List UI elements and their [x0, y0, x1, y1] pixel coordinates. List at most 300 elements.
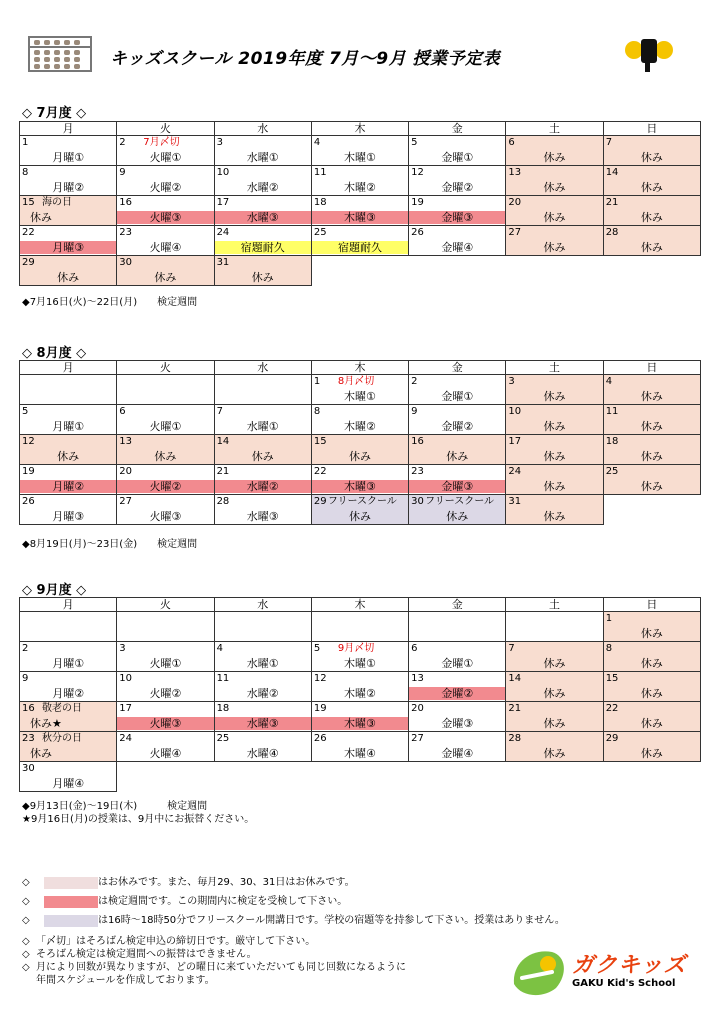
- day-label: 休み: [543, 747, 566, 760]
- day-number: 23: [22, 733, 35, 744]
- weekday-header: 火: [117, 122, 214, 136]
- brand-name: ガクキッズ: [572, 953, 687, 978]
- day-label: 金曜①: [441, 390, 474, 403]
- week-row: [20, 226, 701, 256]
- day-number: 18: [313, 197, 327, 208]
- weekday-header: 水: [214, 361, 311, 375]
- day-cell: [117, 642, 214, 672]
- day-label: 火曜②: [149, 687, 182, 700]
- weekday-header: 水: [214, 122, 311, 136]
- day-cell: [20, 256, 117, 286]
- day-number: 14: [508, 673, 522, 684]
- weekday-header: 月: [20, 361, 117, 375]
- day-number: 20: [411, 703, 424, 714]
- day-cell: [117, 166, 214, 196]
- day-cell: [311, 136, 408, 166]
- day-cell: [506, 672, 603, 702]
- month-calendar-table: [19, 121, 701, 286]
- day-number: 27: [508, 227, 522, 238]
- day-number: 5: [313, 643, 321, 654]
- abacus-icon: [28, 36, 92, 72]
- blank-cell: [409, 256, 506, 286]
- day-label: 休み: [640, 241, 663, 254]
- weekday-header: 金: [409, 361, 506, 375]
- day-number: 25: [313, 227, 327, 238]
- day-number: 15: [22, 197, 35, 208]
- deadline-note: 8月〆切: [337, 376, 375, 387]
- day-cell: [409, 405, 506, 435]
- weekday-header: 金: [409, 598, 506, 612]
- day-number: 12: [22, 436, 35, 447]
- day-label: 休み: [640, 390, 663, 403]
- day-number: 29: [605, 733, 619, 744]
- day-number: 16: [22, 703, 35, 714]
- day-label: 火曜③: [117, 717, 213, 730]
- day-number: 8: [313, 406, 321, 417]
- day-cell: [409, 136, 506, 166]
- day-number: 6: [411, 643, 418, 654]
- day-cell: [311, 196, 408, 226]
- day-cell: [214, 226, 311, 256]
- week-row: [20, 732, 701, 762]
- day-cell: [214, 612, 311, 642]
- week-row: [20, 405, 701, 435]
- day-cell: [214, 732, 311, 762]
- day-number: 12: [313, 673, 327, 684]
- day-number: 2: [22, 643, 29, 654]
- day-cell: [603, 166, 700, 196]
- day-label: 火曜④: [149, 241, 182, 254]
- day-label: 木曜①: [344, 657, 376, 670]
- day-number: 4: [605, 376, 613, 387]
- day-cell: [603, 375, 700, 405]
- day-number: 14: [605, 167, 619, 178]
- day-cell: [603, 612, 700, 642]
- holiday-name: 海の日: [42, 197, 72, 208]
- day-number: 3: [216, 137, 223, 148]
- week-row: [20, 612, 701, 642]
- day-label: 木曜②: [344, 181, 376, 194]
- day-label: 月曜③: [20, 241, 116, 254]
- day-label: 休み: [543, 420, 566, 433]
- week-row: [20, 196, 701, 226]
- day-number: 4: [216, 643, 223, 654]
- day-label: 休み: [348, 510, 371, 523]
- week-row: [20, 136, 701, 166]
- week-row: [20, 256, 701, 286]
- day-cell: [311, 672, 408, 702]
- day-cell: [311, 495, 408, 525]
- day-label: 休み: [640, 657, 663, 670]
- day-label: 水曜③: [215, 717, 311, 730]
- day-cell: [214, 136, 311, 166]
- day-cell: [603, 196, 700, 226]
- day-label: 金曜④: [441, 747, 474, 760]
- day-number: 1: [313, 376, 321, 387]
- day-cell: [409, 672, 506, 702]
- deadline-note: 7月〆切: [143, 137, 180, 148]
- day-cell: [506, 375, 603, 405]
- day-number: 3: [119, 643, 126, 654]
- day-cell: [214, 375, 311, 405]
- day-label: 月曜①: [52, 151, 85, 164]
- day-label: 休み: [640, 211, 663, 224]
- legend-swatch: [44, 896, 98, 908]
- day-cell: [20, 732, 117, 762]
- day-cell: [214, 495, 311, 525]
- day-cell: [117, 136, 214, 166]
- day-label: 木曜③: [312, 717, 408, 730]
- day-number: 6: [508, 137, 515, 148]
- day-number: 3: [508, 376, 515, 387]
- day-label: 火曜②: [149, 181, 182, 194]
- day-label: 休み: [348, 450, 371, 463]
- day-number: 17: [508, 436, 522, 447]
- day-cell: [20, 166, 117, 196]
- day-label: 水曜④: [246, 747, 279, 760]
- day-label: 火曜②: [117, 480, 213, 493]
- day-number: 6: [119, 406, 126, 417]
- weekday-header: 水: [214, 598, 311, 612]
- day-number: 29: [22, 257, 35, 268]
- day-label: 火曜①: [149, 151, 182, 164]
- day-label: 休み: [543, 480, 566, 493]
- day-cell: [603, 226, 700, 256]
- day-number: 9: [411, 406, 418, 417]
- day-cell: [20, 642, 117, 672]
- holiday-name: 秋分の日: [42, 733, 82, 744]
- day-cell: [117, 375, 214, 405]
- weekday-header: 土: [506, 122, 603, 136]
- day-cell: [409, 702, 506, 732]
- weekday-header: 木: [311, 361, 408, 375]
- day-number: 10: [508, 406, 522, 417]
- pp-logo-icon: [624, 36, 674, 74]
- day-cell: [311, 435, 408, 465]
- day-number: 7: [605, 137, 613, 148]
- blank-cell: [603, 495, 700, 525]
- day-cell: [214, 702, 311, 732]
- day-cell: [117, 612, 214, 642]
- day-label: 休み: [30, 211, 52, 224]
- day-number: 17: [119, 703, 133, 714]
- day-label: 休み: [543, 450, 566, 463]
- day-label: 休み★: [30, 717, 62, 730]
- week-row: [20, 762, 701, 792]
- blank-cell: [603, 762, 700, 792]
- day-number: 11: [216, 673, 230, 684]
- day-number: 2: [411, 376, 418, 387]
- day-cell: [214, 196, 311, 226]
- day-label: 金曜④: [441, 241, 474, 254]
- day-number: 21: [508, 703, 522, 714]
- day-label: [506, 627, 602, 640]
- day-cell: [409, 732, 506, 762]
- day-cell: [20, 672, 117, 702]
- day-label: 休み: [640, 717, 663, 730]
- day-label: 休み: [640, 747, 663, 760]
- day-label: 休み: [640, 420, 663, 433]
- day-cell: [20, 762, 117, 792]
- diamond-icon: ◇: [22, 962, 30, 973]
- day-label: 休み: [57, 450, 80, 463]
- day-number: 16: [119, 197, 133, 208]
- day-cell: [506, 732, 603, 762]
- day-cell: [409, 196, 506, 226]
- blank-cell: [506, 256, 603, 286]
- day-label: 月曜②: [52, 181, 85, 194]
- week-row: [20, 465, 701, 495]
- day-label: 休み: [543, 181, 566, 194]
- day-label: [117, 390, 213, 403]
- weekday-header: 日: [603, 122, 700, 136]
- day-cell: [20, 196, 117, 226]
- day-cell: [311, 465, 408, 495]
- weekday-header: 木: [311, 122, 408, 136]
- day-cell: [117, 226, 214, 256]
- day-number: 17: [216, 197, 230, 208]
- day-cell: [20, 702, 117, 732]
- day-number: 21: [216, 466, 230, 477]
- day-label: 水曜①: [246, 657, 279, 670]
- day-cell: [214, 435, 311, 465]
- weekday-header: 日: [603, 361, 700, 375]
- day-number: 19: [22, 466, 35, 477]
- day-cell: [409, 465, 506, 495]
- day-label: 休み: [640, 450, 663, 463]
- day-label: 休み: [30, 747, 52, 760]
- blank-cell: [311, 256, 408, 286]
- day-number: 24: [508, 466, 522, 477]
- week-row: [20, 672, 701, 702]
- legend-swatch: [44, 877, 98, 889]
- day-cell: [311, 405, 408, 435]
- day-label: 休み: [57, 271, 80, 284]
- day-number: 30: [119, 257, 133, 268]
- day-cell: [506, 136, 603, 166]
- month-calendar-table: [19, 597, 701, 792]
- day-label: 月曜①: [52, 657, 85, 670]
- day-number: 8: [605, 643, 613, 654]
- day-cell: [214, 256, 311, 286]
- day-label: 休み: [251, 450, 274, 463]
- page-header: [0, 30, 724, 80]
- day-label: 休み: [154, 271, 177, 284]
- day-label: 水曜②: [246, 687, 279, 700]
- day-cell: [20, 612, 117, 642]
- day-number: 5: [22, 406, 29, 417]
- day-cell: [311, 732, 408, 762]
- day-number: 27: [119, 496, 133, 507]
- day-number: 18: [605, 436, 619, 447]
- day-number: 25: [605, 466, 619, 477]
- day-label: 金曜①: [441, 657, 474, 670]
- free-school-note: フリースクール: [425, 496, 495, 507]
- day-cell: [409, 612, 506, 642]
- blank-cell: [603, 256, 700, 286]
- day-number: 10: [119, 673, 133, 684]
- day-label: 月曜②: [20, 480, 116, 493]
- month-title: ◇ 7月度 ◇: [22, 106, 87, 121]
- day-number: 28: [216, 496, 230, 507]
- day-label: 休み: [640, 480, 663, 493]
- day-cell: [603, 642, 700, 672]
- week-row: [20, 642, 701, 672]
- day-label: [20, 390, 116, 403]
- day-label: 休み: [640, 627, 663, 640]
- day-label: [117, 627, 213, 640]
- week-row: [20, 435, 701, 465]
- day-label: [215, 627, 311, 640]
- day-cell: [603, 465, 700, 495]
- diamond-icon: ◇: [22, 949, 30, 960]
- page-title: キッズスクール 2019年度 7月～9月 授業予定表: [110, 49, 501, 69]
- day-label: 火曜③: [149, 510, 182, 523]
- day-number: 13: [508, 167, 522, 178]
- day-number: 25: [216, 733, 230, 744]
- day-number: 7: [508, 643, 515, 654]
- weekday-header: 土: [506, 598, 603, 612]
- day-label: 金曜①: [441, 151, 474, 164]
- day-label: 休み: [543, 211, 566, 224]
- day-cell: [409, 435, 506, 465]
- day-label: 木曜③: [312, 211, 408, 224]
- weekday-header: 木: [311, 598, 408, 612]
- day-number: 20: [508, 197, 522, 208]
- day-number: 28: [508, 733, 522, 744]
- day-label: 宿題耐久: [215, 241, 311, 254]
- day-label: 月曜①: [52, 420, 85, 433]
- day-cell: [506, 435, 603, 465]
- brand-subtitle: GAKU Kid's School: [572, 978, 676, 989]
- day-cell: [117, 435, 214, 465]
- day-number: 1: [22, 137, 29, 148]
- day-label: 休み: [640, 687, 663, 700]
- day-cell: [214, 166, 311, 196]
- day-number: 1: [605, 613, 613, 624]
- legend-swatch: [44, 915, 98, 927]
- day-number: 18: [216, 703, 230, 714]
- day-label: [20, 627, 116, 640]
- holiday-name: 敬老の日: [42, 703, 82, 714]
- weekday-header: 日: [603, 598, 700, 612]
- day-label: 休み: [446, 510, 469, 523]
- day-number: 14: [216, 436, 230, 447]
- day-number: 30: [22, 763, 35, 774]
- day-cell: [20, 136, 117, 166]
- day-label: 火曜①: [149, 657, 182, 670]
- month-title: ◇ 8月度 ◇: [22, 346, 87, 361]
- day-cell: [409, 226, 506, 256]
- exam-week-note: ◆9月13日(金)～19日(木) 検定週間 ★9月16日(月)の授業は、9月中にお振替ください。: [22, 801, 255, 825]
- day-label: 水曜③: [246, 510, 279, 523]
- day-cell: [603, 136, 700, 166]
- weekday-header: 火: [117, 361, 214, 375]
- day-label: 宿題耐久: [312, 241, 408, 254]
- blank-cell: [506, 762, 603, 792]
- weekday-header: 金: [409, 122, 506, 136]
- day-number: 30: [411, 496, 424, 507]
- day-number: 28: [605, 227, 619, 238]
- abacus-kid-icon: [508, 944, 570, 998]
- day-number: 22: [22, 227, 35, 238]
- day-label: 休み: [640, 181, 663, 194]
- day-number: 24: [119, 733, 133, 744]
- day-cell: [506, 226, 603, 256]
- day-cell: [20, 495, 117, 525]
- day-label: 休み: [154, 450, 177, 463]
- day-cell: [20, 405, 117, 435]
- exam-week-note: ◆8月19日(月)～23日(金) 検定週間: [22, 539, 198, 550]
- weekday-header: 月: [20, 598, 117, 612]
- deadline-note: 9月〆切: [337, 643, 375, 654]
- day-label: 休み: [446, 450, 469, 463]
- blank-cell: [117, 762, 214, 792]
- week-row: [20, 702, 701, 732]
- gaku-kids-logo: [508, 944, 698, 1000]
- day-cell: [603, 732, 700, 762]
- day-label: 金曜②: [441, 181, 474, 194]
- day-cell: [117, 495, 214, 525]
- day-number: 2: [119, 137, 126, 148]
- weekday-header: 火: [117, 598, 214, 612]
- diamond-icon: ◇: [22, 896, 30, 907]
- week-row: [20, 495, 701, 525]
- day-label: 水曜①: [246, 151, 279, 164]
- day-label: 水曜②: [215, 480, 311, 493]
- day-label: 火曜④: [149, 747, 182, 760]
- day-cell: [214, 642, 311, 672]
- day-label: 木曜②: [344, 420, 376, 433]
- day-number: 13: [411, 673, 424, 684]
- day-label: 水曜①: [246, 420, 279, 433]
- day-label: [312, 627, 408, 640]
- day-label: 木曜③: [312, 480, 408, 493]
- day-label: 休み: [543, 717, 566, 730]
- day-label: [409, 627, 505, 640]
- day-cell: [117, 732, 214, 762]
- week-row: [20, 375, 701, 405]
- day-label: 月曜③: [52, 510, 85, 523]
- day-label: 休み: [251, 271, 274, 284]
- day-label: 金曜③: [441, 717, 474, 730]
- day-number: 10: [216, 167, 230, 178]
- day-number: 22: [605, 703, 619, 714]
- day-cell: [117, 465, 214, 495]
- day-cell: [117, 256, 214, 286]
- day-cell: [506, 702, 603, 732]
- day-label: 休み: [543, 241, 566, 254]
- day-number: 7: [216, 406, 223, 417]
- day-number: 8: [22, 167, 29, 178]
- day-cell: [506, 642, 603, 672]
- day-number: 15: [313, 436, 327, 447]
- blank-cell: [311, 762, 408, 792]
- day-cell: [214, 672, 311, 702]
- weekday-header: 土: [506, 361, 603, 375]
- day-cell: [409, 375, 506, 405]
- day-cell: [603, 672, 700, 702]
- day-label: 金曜②: [441, 420, 474, 433]
- week-row: [20, 166, 701, 196]
- day-label: 休み: [543, 510, 566, 523]
- day-number: 31: [508, 496, 522, 507]
- day-number: 13: [119, 436, 133, 447]
- diamond-icon: ◇: [22, 915, 30, 926]
- legend-text: は16時～18時50分でフリースクール開講日です。学校の宿題等を持参して下さい。授業はありません。: [98, 915, 565, 926]
- day-label: 水曜③: [215, 211, 311, 224]
- day-cell: [506, 166, 603, 196]
